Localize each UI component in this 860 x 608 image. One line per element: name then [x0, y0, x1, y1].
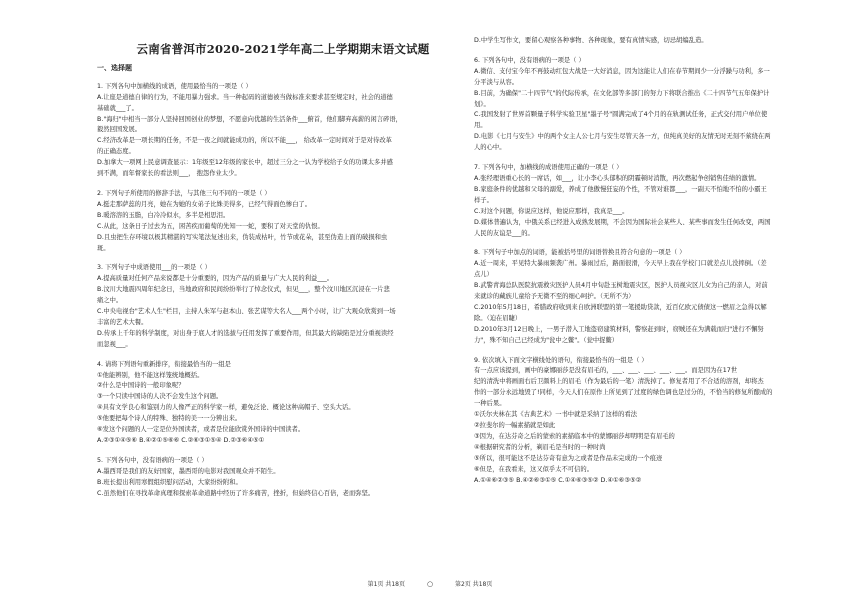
question-line: ③因为，在达芬奇之后的蒙索的素描临本中的蒙娜丽莎却明明是有眉毛的: [474, 432, 675, 440]
section-heading: 一、选择题: [97, 63, 132, 72]
question-line: D.媒体普遍认为，中俄关系已经进入成熟发展期，不会因为国际社会某些人、某些事而发生任何改变，两国: [474, 218, 771, 226]
question-line: D.电影《七月与安生》中的两个女主人公七月与安生尽管天各一方，但纯真美好的友情无时无刻不萦绕在两: [474, 133, 771, 141]
question-line: 作的一部分永远地毁了!同样，今天人们在原作上所见到了过度的绿色调也是过分的，不恰当的修复所酿成的: [474, 389, 773, 397]
question-line: ④根据研究者的分析，剃眉毛是当时的一种时尚: [474, 443, 606, 451]
question-block: [474, 56, 846, 154]
question-line: 丰富的艺术大餐。: [97, 318, 148, 326]
question-line: 基础就___了。: [97, 104, 138, 112]
question-line: A.近一周来，平见特大暴雨频袭广州。暴雨过后，路面很滑，今天早上我在学校门口就差点儿没摔倒。（差: [474, 260, 767, 268]
question-line: C.从此，这条日子过去为五，困苦疾而葡萄的先知一一蛇，要积了对天堂的仇恨。: [97, 222, 324, 230]
question-line: C.经济改革是一项长期的任务，不是一夜之间就能成功的，所以不能___， 给改革一定时间对于是对待改革: [97, 137, 392, 145]
left-page-number: 第1页 共18页: [367, 581, 406, 588]
question-line: C.虽然他们在寻找革命真理和探索革命道路中经历了许多痛苦，挫折，但始终信心百倍，老而弥坚。: [97, 489, 375, 497]
question-line: ⑤他要把每个诗人的特殊、独特的美一一分辨出来。: [97, 415, 242, 423]
paper-title: 云南省普洱市2020-2021学年高二上学期期末语文试题: [136, 42, 430, 56]
question-line: A.挺走那萨蕊的月亮，她在为她的女弟子比姝美得多，已经气得面色惨白了。: [97, 200, 311, 208]
question-line: B.班长提出利用寒假组织慰问活动，大家纷纷附和。: [97, 478, 242, 486]
question-line: ⑥但是，在我看来，这又似乎太不可信的。: [474, 465, 593, 473]
question-block: [474, 248, 846, 346]
page-separator: ○: [426, 580, 434, 588]
question-stem: 9. 依次填入下面文字横线处的语句，衔接最恰当的一组是（ ）: [474, 356, 648, 364]
question-block: [97, 82, 469, 180]
question-line: ①沃尔夫林在其《古典艺术》一书中就是采纳了这样的看法: [474, 411, 638, 419]
question-line: A.①④⑥②③⑤ B.④②⑥③①⑤ C.①④⑥③⑤② D.④①⑥③⑤②: [474, 476, 642, 484]
question-line: 来就诊的藏族儿童给予无微不至的细心呵护。（无所不为）: [474, 293, 635, 301]
question-block: [474, 356, 846, 487]
question-line: 斑。: [97, 244, 110, 252]
question-line: 划》。: [474, 100, 490, 108]
question-line: ①他能辨别，他不能这样笼统地概括。: [97, 371, 204, 379]
question-stem: 8. 下列句子中加点的词语，能被括号里的词语替换且符合句意的一项是（ ）: [474, 249, 686, 257]
question-block: [97, 456, 469, 500]
question-line: A.提高质量对任何产品来说都是十分重要的，因为产品的质量与广大人民的利益___。: [97, 275, 334, 283]
question-line: 用。: [474, 122, 487, 130]
right-questions: [474, 36, 846, 486]
question-block: [97, 189, 469, 254]
question-line: B.目前，为确保"二十四节气"的代际传承，在文化部等多部门的努力下将联合推出《二十四节气五年保护计: [474, 89, 770, 97]
question-line: 人的心中。: [474, 144, 506, 152]
question-stem: D.中学生写作文，要留心观察各种事物、各种现象，要有真情实感，切忌胡编乱造。: [474, 37, 708, 44]
question-line: D.传承上千年的科学制度，对出身于底人才的选拔与任用发挥了重要作用，但其最大的缺陷是过分重视读经: [97, 329, 394, 337]
question-block: [474, 36, 846, 47]
question-line: B.汶川大地震四周年纪念日，当地政府和民间纷纷举行了悼念仪式，但见___，整个汶川地区沉浸在一片悲: [97, 286, 390, 294]
question-line: D.加拿大一项网上民意调查显示：1年级至12年级的家长中，超过三分之一认为学校给子女的功课太多并感: [97, 159, 393, 167]
question-line: 力"，殊不知自己已经成为"瓮中之鳖"。（瓮中捉鳖）: [474, 336, 619, 344]
question-line: D.2010年3月12日晚上，一男子潜入工地盗窃建筑材料，警察赶到时，窃贼还在为满载而归"进行不懈努: [474, 325, 764, 333]
question-line: 除。（迫在眉睫）: [474, 314, 522, 322]
question-line: A.张经理语重心长的一席话，如___，让小李心头郁积的阴霾顿时消散，再次燃起争创销售佳绩的激情。: [474, 174, 761, 182]
question-stem: 1. 下列各句中加横线的成语，使用最恰当的一项是（ ）: [97, 82, 252, 90]
question-line: 痛之中。: [97, 297, 123, 305]
left-column: [97, 0, 469, 509]
question-line: ②拉斐尔的一幅素描就是如此: [474, 422, 556, 429]
question-line: C.2010年5月18日，希腊政府收到来自欧洲联盟的第一笔援助贷款，近百亿欧元债债这一燃眉之急得以解: [474, 303, 767, 311]
question-line: 的正确态度。: [97, 148, 135, 156]
question-stem: 4. 请将下列语句重新排序，衔接最恰当的一组是: [97, 360, 231, 368]
question-block: [474, 163, 846, 239]
question-line: 一种后果。: [474, 400, 506, 408]
question-stem: 7. 下列各句中，加横线的成语使用正确的一项是（ ）: [474, 164, 623, 172]
question-line: 到不满，而年督家长的看法则___， 抱怨作业太少。: [97, 170, 241, 178]
question-stem: 5. 下列各句中，没有语病的一项是（ ）: [97, 456, 208, 464]
question-line: C.我国发射了世界首颗量子科学实验卫星"墨子号"圆满完成了4个月的在轨测试任务，正式交付用户单位使: [474, 111, 768, 119]
question-stem: 3. 下列句子中成语使用___的一项是（ ）: [97, 264, 211, 272]
right-column: [474, 36, 846, 495]
question-block: [97, 263, 469, 350]
question-line: 有一点应该提到，画中的豪娜丽莎是没有眉毛的，___、___、___、___、___。而是因为在17世: [474, 367, 738, 375]
question-stem: 2. 下列句子所使用的修辞手法，与其他三句不同的一项是（ ）: [97, 189, 271, 197]
question-line: 毅然回国发展。: [97, 126, 142, 134]
question-line: 点儿）: [474, 271, 493, 279]
question-line: B.武警青海总队医院抗震救灾医护人员4月中旬赴玉树地震灾区，医护人员视灾区儿女为自己的亲人，对前: [474, 282, 768, 290]
question-block: [97, 360, 469, 447]
question-line: D.且虫把生存环境以极其精湛的写实笔法复述出来，伪装成枯叶，竹节或花朵，甚至伪造上面的破损和虫: [97, 233, 388, 241]
question-line: ④具有文学良心和鉴别力的人像严正的科学家一样，避免泛论、概论这种高帽子、空头大话。: [97, 404, 355, 412]
question-line: 分平淡与从容。: [474, 78, 519, 86]
question-line: C.对这个问题，你说应这样，他说应那样，我真是___。: [474, 207, 629, 215]
question-stem: 6. 下列各句中，没有语病的一项是（ ）: [474, 56, 585, 64]
question-line: ③一个只读中国诗的人决不会发生这个问题。: [97, 393, 223, 401]
question-line: A.墨西哥是我们的友好国家，墨西哥的电影对我国观众并不陌生。: [97, 467, 280, 475]
question-line: B."海归"中相当一部分人坚持回国创业的梦想，不愿意向优越的生活条件___俯首，他们脚弃高薪的闲言碎语，: [97, 115, 402, 123]
question-line: 纪的清洗中将画面右后卫颜料上的眉毛（作为最后的一笔）清洗掉了。修复者用了不合适的溶剂，却将杰: [474, 378, 764, 386]
question-line: 而忽视___。: [97, 340, 132, 348]
question-line: ②什么是中国诗的一般印象呢？: [97, 382, 185, 390]
question-line: B.家庭条件的优越和父母的溺爱，养成了他傲慢狂妄的个性，不管对谁都___，一副天不怕地不怕的小霸王: [474, 185, 767, 193]
question-line: A.微信、支付宝今年不再鼓动红包大战是一大好消息，因为这能让人们在春节期间少一分浮躁与功利，多一: [474, 67, 770, 75]
question-line: ⑤所以，很可能这不是达芬奇有意为之或者是作品未完成的一个痕迹: [474, 454, 663, 462]
question-line: ⑥发这个问题的人一定是位外国读者，或者是位能欣赏外国诗的中国读者。: [97, 426, 305, 434]
question-line: A.让座是道德自律的行为，不能用暴力强求。当一种起码的道德被当做标准来要求甚至规定时，社会的道德: [97, 93, 393, 101]
left-questions: [97, 82, 469, 500]
question-line: 样子。: [474, 196, 493, 204]
question-line: 人民的友谊是___的。: [474, 229, 534, 237]
right-page-number: 第2页 共18页: [454, 581, 493, 588]
question-line: A.②③①④⑤⑥ B.④②①⑤⑥⑥ C.②⑥③①⑤④ D.②③⑥④⑤①: [97, 437, 265, 444]
page-footer: [0, 579, 860, 588]
question-line: C.中央电视台"艺术人生"栏目，主持人朱军与赵本山、张艺谋等大名人___两个小时，让广大观众欣赏到一场: [97, 308, 396, 316]
question-line: B.暖溶溶的玉脂，白冷冷似水，多半是相思泪。: [97, 211, 230, 219]
